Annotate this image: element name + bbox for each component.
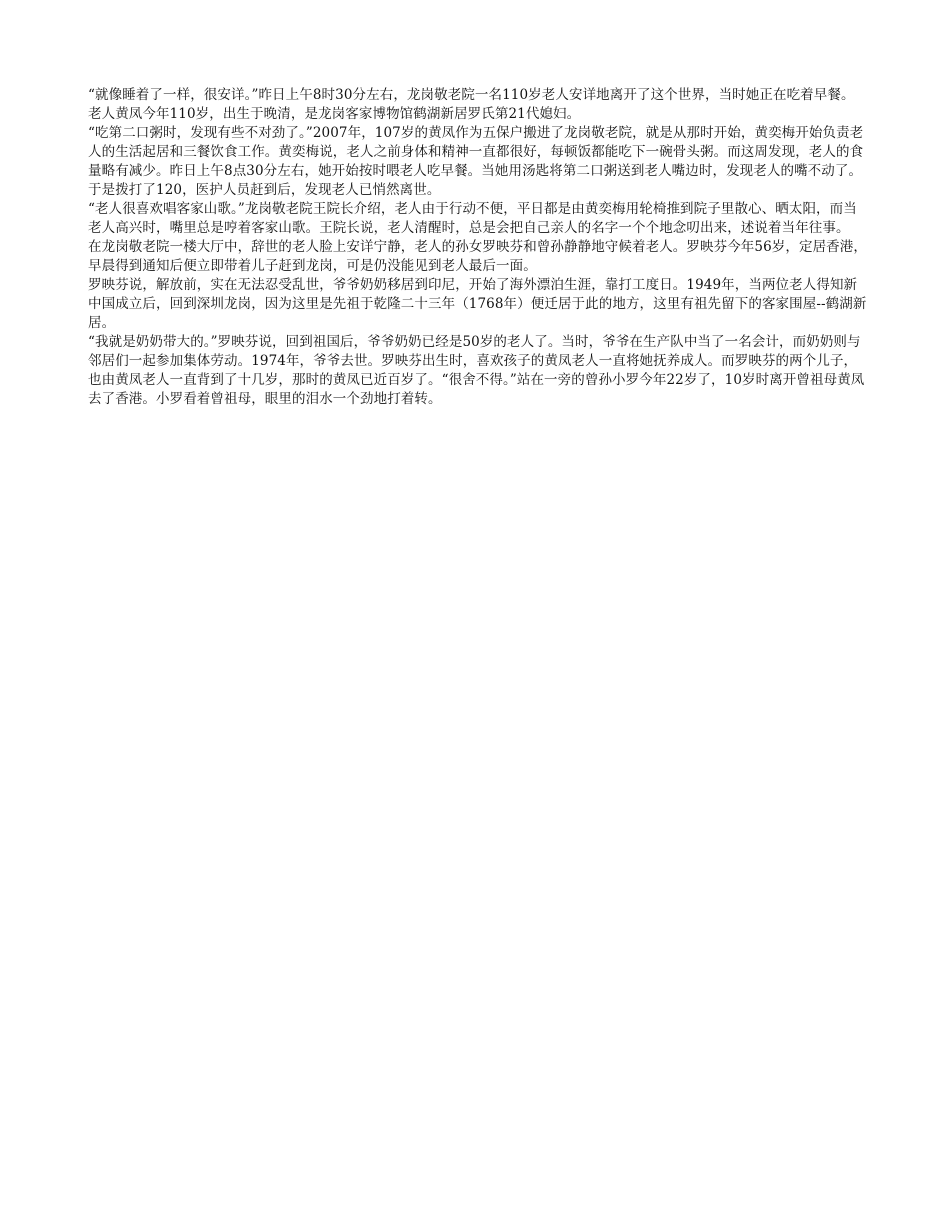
paragraph: “老人很喜欢唱客家山歌。”龙岗敬老院王院长介绍，老人由于行动不便，平日都是由黄奕梅用轮椅推到院子里散心、晒太阳，而当老人高兴时，嘴里总是哼着客家山歌。王院长说，老人清醒时，总是会把自己亲人的名字一个个地念叨出来，述说着当年往事。 <box>88 201 857 236</box>
paragraph: 罗映芬说，解放前，实在无法忍受乱世，爷爷奶奶移居到印尼，开始了海外漂泊生涯，靠打工度日。1949年，当两位老人得知新中国成立后，回到深圳龙岗，因为这里是先祖于乾隆二十三年（1768年）便迁居于此的地方，这里有祖先留下的客家围屋--鹤湖新居。 <box>88 277 867 331</box>
article-body <box>88 86 868 409</box>
paragraph: “就像睡着了一样，很安详。”昨日上午8时30分左右，龙岗敬老院一名110岁老人安详地离开了这个世界，当时她正在吃着早餐。老人黄凤今年110岁，出生于晚清，是龙岗客家博物馆鹤湖新居罗氏第21代媳妇。 <box>88 87 855 122</box>
paragraph: “吃第二口粥时，发现有些不对劲了。”2007年，107岁的黄凤作为五保户搬进了龙岗敬老院，就是从那时开始，黄奕梅开始负责老人的生活起居和三餐饮食工作。黄奕梅说，老人之前身体和精神一直都很好，每顿饭都能吃下一碗骨头粥。而这周发现，老人的食量略有减少。昨日上午8点30分左右，她开始按时喂老人吃早餐。当她用汤匙将第二口粥送到老人嘴边时，发现老人的嘴不动了。于是拨打了120，医护人员赶到后，发现老人已悄然离世。 <box>88 125 864 198</box>
paragraph: “我就是奶奶带大的。”罗映芬说，回到祖国后，爷爷奶奶已经是50岁的老人了。当时，爷爷在生产队中当了一名会计，而奶奶则与邻居们一起参加集体劳动。1974年，爷爷去世。罗映芬出生时，喜欢孩子的黄凤老人一直将她抚养成人。而罗映芬的两个儿子，也由黄凤老人一直背到了十几岁，那时的黄凤已近百岁了。“很舍不得。”站在一旁的曾孙小罗今年22岁了，10岁时离开曾祖母黄凤去了香港。小罗看着曾祖母，眼里的泪水一个劲地打着转。 <box>88 334 865 407</box>
paragraph: 在龙岗敬老院一楼大厅中，辞世的老人脸上安详宁静，老人的孙女罗映芬和曾孙静静地守候着老人。罗映芬今年56岁，定居香港，早晨得到通知后便立即带着儿子赶到龙岗，可是仍没能见到老人最后一面。 <box>88 239 867 274</box>
